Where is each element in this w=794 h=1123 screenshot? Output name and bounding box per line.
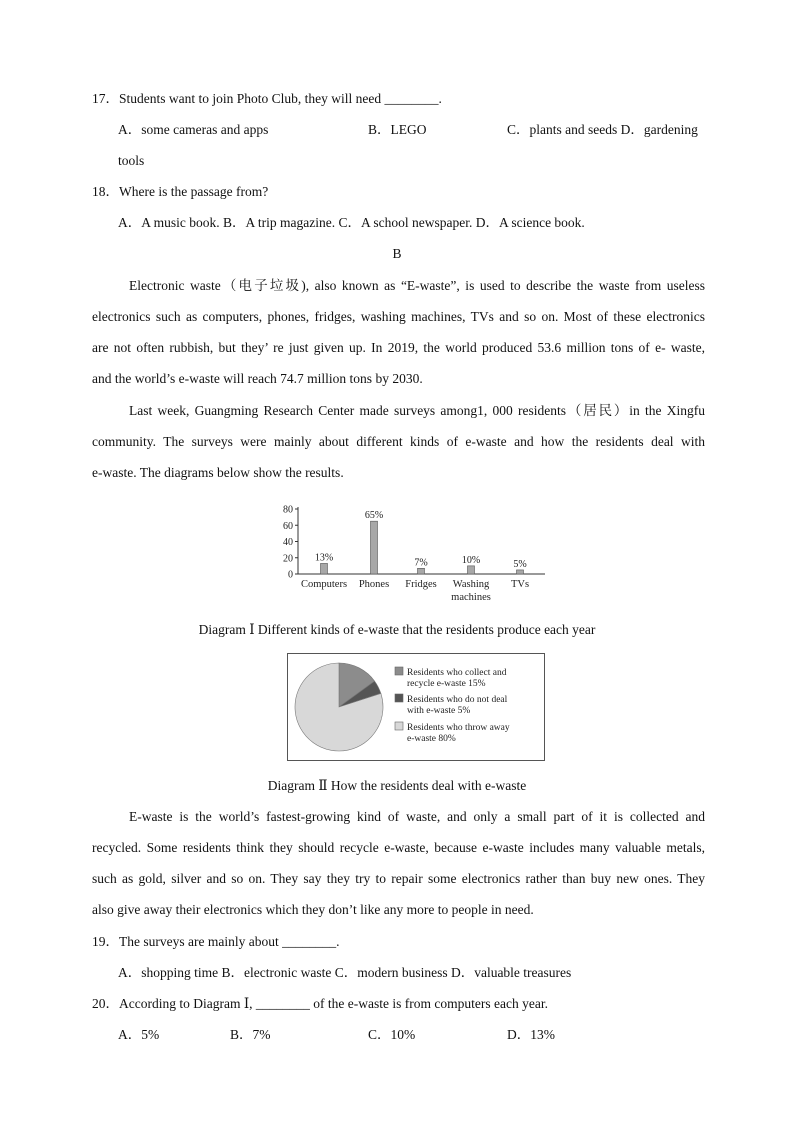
- question-17-option-a: A．some cameras and apps: [118, 122, 269, 137]
- x-category-label: Fridges: [405, 579, 437, 590]
- bar-data-label: 10%: [461, 554, 481, 566]
- legend-swatch: [395, 694, 403, 702]
- legend-label: with e-waste 5%: [407, 706, 471, 716]
- legend-label: Residents who collect and: [407, 668, 507, 678]
- legend-swatch: [395, 722, 403, 730]
- paragraph-1-line-2: electronics such as computers, phones, fridges, washing machines, TVs and so on. Most of these electronics: [92, 309, 705, 324]
- bar-data-label: 5%: [513, 558, 527, 570]
- section-heading: B: [392, 246, 402, 261]
- question-17-option-continuation: tools: [118, 153, 145, 168]
- question-20-option-b: B．7%: [230, 1027, 271, 1042]
- question-20-stem: 20．According to Diagram Ⅰ, ________ of the e-waste is from computers each year.: [92, 996, 548, 1011]
- x-category-label: machines: [451, 592, 491, 603]
- y-tick-label: 0: [288, 569, 293, 581]
- bar-washing-machines: [468, 566, 475, 574]
- paragraph-1-line-3: are not often rubbish, but they’ re just given up. In 2019, the world produced 53.6 million tons of e- waste,: [92, 340, 705, 355]
- paragraph-3-line-2: recycled. Some residents think they should recycle e-waste, because e-waste includes many valuable metals,: [92, 840, 705, 855]
- paragraph-3-line-4: also give away their electronics which they don’t like any more to people in need.: [92, 902, 534, 917]
- y-tick-label: 80: [283, 504, 293, 516]
- question-17-option-b: B．LEGO: [368, 122, 427, 137]
- paragraph-1-line-1: Electronic waste（电子垃圾), also known as “E-waste”, is used to describe the waste from useless: [129, 278, 705, 293]
- paragraph-1-line-4: and the world’s e-waste will reach 74.7 million tons by 2030.: [92, 371, 423, 386]
- pie-chart-caption: Diagram Ⅱ How the residents deal with e-waste: [267, 778, 527, 793]
- y-tick-label: 20: [283, 553, 293, 565]
- pie-chart: [287, 653, 545, 761]
- legend-label: e-waste 80%: [407, 734, 456, 744]
- question-20-option-d: D．13%: [507, 1027, 555, 1042]
- paragraph-2-line-2: community. The surveys were mainly about different kinds of e-waste and how the residents deal with: [92, 434, 705, 449]
- question-17-options-c-d: C．plants and seeds D．gardening: [507, 122, 698, 137]
- paragraph-3-line-1: E-waste is the world’s fastest-growing kind of waste, and only a small part of it is collected and: [129, 809, 705, 824]
- legend-label: recycle e-waste 15%: [407, 679, 486, 689]
- bar-fridges: [418, 568, 425, 574]
- bar-tvs: [517, 570, 524, 574]
- question-19-stem: 19．The surveys are mainly about ________.: [92, 934, 340, 949]
- bar-chart: [262, 497, 552, 607]
- legend-label: Residents who throw away: [407, 723, 510, 733]
- paragraph-3-line-3: such as gold, silver and so on. They say they try to repair some electronics rather than buy new ones. They: [92, 871, 705, 886]
- question-20-option-a: A．5%: [118, 1027, 160, 1042]
- paragraph-2-line-3: e-waste. The diagrams below show the results.: [92, 465, 344, 480]
- bar-computers: [321, 563, 328, 574]
- bar-phones: [371, 521, 378, 574]
- bar-data-label: 65%: [364, 510, 384, 522]
- question-20-option-c: C．10%: [368, 1027, 416, 1042]
- bar-data-label: 7%: [414, 557, 428, 569]
- legend-swatch: [395, 667, 403, 675]
- question-17-stem: 17．Students want to join Photo Club, they will need ________.: [92, 91, 442, 106]
- legend-label: Residents who do not deal: [407, 695, 508, 705]
- question-18-options: A．A music book. B．A trip magazine. C．A school newspaper. D．A science book.: [118, 215, 585, 230]
- x-category-label: Phones: [358, 579, 390, 590]
- bar-data-label: 13%: [314, 552, 334, 564]
- bar-chart-caption: Diagram Ⅰ Different kinds of e-waste that the residents produce each year: [198, 622, 596, 637]
- x-category-label: Washing: [452, 579, 490, 590]
- question-18-stem: 18．Where is the passage from?: [92, 184, 269, 199]
- x-category-label: Computers: [300, 579, 348, 590]
- question-19-options: A．shopping time B．electronic waste C．modern business D．valuable treasures: [118, 965, 572, 980]
- x-category-label: TVs: [510, 579, 530, 590]
- y-tick-label: 40: [283, 537, 293, 548]
- paragraph-2-line-1: Last week, Guangming Research Center made surveys among1, 000 residents（居民）in the Xingfu: [129, 403, 705, 418]
- y-tick-label: 60: [283, 520, 293, 532]
